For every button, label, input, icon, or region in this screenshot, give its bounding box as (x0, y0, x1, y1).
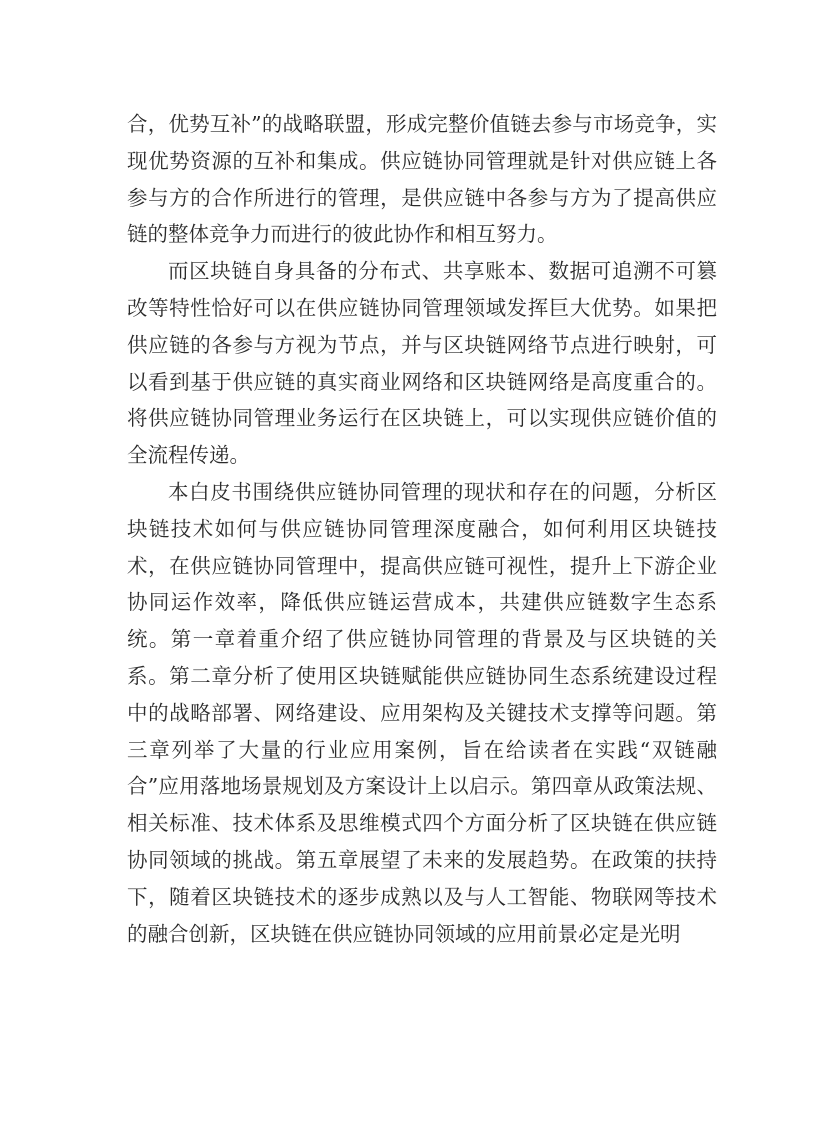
paragraph-whitepaper-overview: 本白皮书围绕供应链协同管理的现状和存在的问题，分析区块链技术如何与供应链协同管理深度融合，如何利用区块链技术，在供应链协同管理中，提高供应链可视性，提升上下游企业协同运作效率，降低供应链运营成本，共建供应链数字生态系统。第一章着重介绍了供应链协同管理的背景及与区块链的关系。第二章分析了使用区块链赋能供应链协同生态系统建设过程中的战略部署、网络建设、应用架构及关键技术支撑等问题。第三章列举了大量的行业应用案例，旨在给读者在实践“双链融合”应用落地场景规划及方案设计上以启示。第四章从政策法规、相关标准、技术体系及思维模式四个方面分析了区块链在供应链协同领域的挑战。第五章展望了未来的发展趋势。在政策的扶持下，随着区块链技术的逐步成熟以及与人工智能、物联网等技术的融合创新，区块链在供应链协同领域的应用前景必定是光明 (127, 479, 717, 946)
paragraph-blockchain-features: 而区块链自身具备的分布式、共享账本、数据可追溯不可篡改等特性恰好可以在供应链协同管理领域发挥巨大优势。如果把供应链的各参与方视为节点，并与区块链网络节点进行映射，可以看到基于供应链的真实商业网络和区块链网络是高度重合的。将供应链协同管理业务运行在区块链上，可以实现供应链价值的全流程传递。 (127, 259, 717, 468)
paragraph-continued: 合，优势互补”的战略联盟，形成完整价值链去参与市场竞争，实现优势资源的互补和集成。供应链协同管理就是针对供应链上各参与方的合作所进行的管理，是供应链中各参与方为了提高供应链的整体竞争力而进行的彼此协作和相互努力。 (127, 112, 717, 247)
body-text (127, 106, 717, 952)
